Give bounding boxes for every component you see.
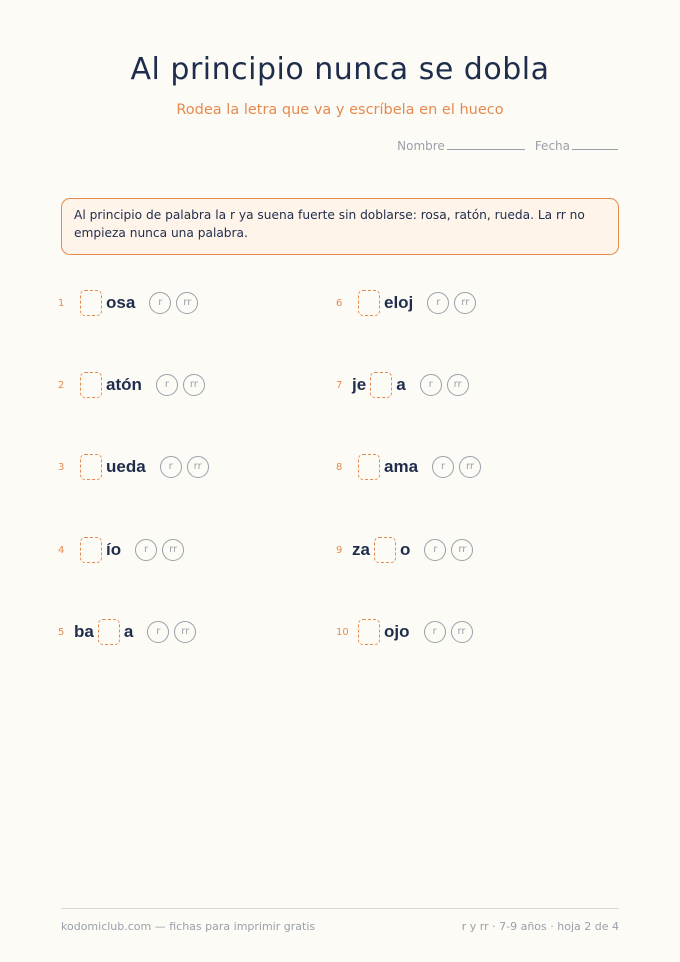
letter-gap[interactable] [80,537,102,563]
exercise-4 [58,537,184,563]
exercise-number: 3 [58,461,65,473]
option-r[interactable]: r [135,539,157,561]
option-r[interactable]: r [147,621,169,643]
option-rr[interactable]: rr [447,374,469,396]
option-rr[interactable]: rr [459,456,481,478]
option-r[interactable]: r [432,456,454,478]
page-title: Al principio nunca se dobla [130,52,550,87]
option-r[interactable]: r [424,539,446,561]
date-blank[interactable] [572,138,618,150]
option-rr[interactable]: rr [451,539,473,561]
exercise-word [352,372,406,398]
option-rr[interactable]: rr [162,539,184,561]
exercise-1 [58,290,198,316]
options [147,621,196,643]
footer-sheet-info: r y rr · 7-9 años · hoja 2 de 4 [461,920,619,933]
options [156,374,205,396]
exercise-word [352,290,413,316]
exercise-6 [336,290,476,316]
exercise-word [352,619,410,645]
exercise-2 [58,372,205,398]
exercise-word [74,454,146,480]
option-rr[interactable]: rr [187,456,209,478]
page-subtitle: Rodea la letra que va y escríbela en el hueco [176,102,504,118]
exercise-word [74,619,133,645]
exercise-5 [58,619,196,645]
word-suffix: atón [106,375,142,394]
word-prefix: ba [74,622,94,641]
exercise-word [74,290,135,316]
exercise-number: 1 [58,297,65,309]
exercise-number: 8 [336,461,343,473]
options [424,621,473,643]
options [420,374,469,396]
option-rr[interactable]: rr [454,292,476,314]
option-r[interactable]: r [149,292,171,314]
option-r[interactable]: r [156,374,178,396]
options [149,292,198,314]
option-r[interactable]: r [420,374,442,396]
word-suffix: o [399,540,411,559]
options [424,539,473,561]
options [432,456,481,478]
rule-box [61,198,619,255]
exercise-word [352,537,410,563]
option-rr[interactable]: rr [451,621,473,643]
exercise-number: 7 [336,379,343,391]
word-suffix: osa [106,293,136,312]
letter-gap[interactable] [358,454,380,480]
options [135,539,184,561]
name-label: Nombre [397,139,445,153]
option-r[interactable]: r [424,621,446,643]
exercise-number: 9 [336,544,343,556]
options [427,292,476,314]
exercise-word [352,454,418,480]
letter-gap[interactable] [358,290,380,316]
exercise-8 [336,454,481,480]
word-prefix: je [352,375,367,394]
exercise-7 [336,372,469,398]
exercise-number: 6 [336,297,343,309]
word-prefix: za [352,540,370,559]
option-r[interactable]: r [427,292,449,314]
option-rr[interactable]: rr [183,374,205,396]
option-rr[interactable]: rr [174,621,196,643]
letter-gap[interactable] [370,372,392,398]
letter-gap[interactable] [80,454,102,480]
word-suffix: ama [384,457,419,476]
letter-gap[interactable] [80,290,102,316]
exercise-number: 5 [58,626,65,638]
exercise-number: 10 [336,626,349,638]
word-suffix: eloj [384,293,414,312]
exercise-3 [58,454,209,480]
rule-text: Al principio de palabra la r ya suena fuerte sin doblarse: rosa, ratón, rueda. La rr no empieza nunca una palabra. [74,208,585,240]
word-suffix: ío [106,540,122,559]
name-blank[interactable] [447,138,525,150]
date-label: Fecha [534,139,570,153]
date-field[interactable] [535,138,618,153]
word-suffix: ueda [106,457,146,476]
footer-site: kodomiclub.com — fichas para imprimir gratis [61,920,316,933]
options [160,456,209,478]
option-rr[interactable]: rr [176,292,198,314]
word-suffix: a [123,622,134,641]
letter-gap[interactable] [98,619,120,645]
exercise-number: 4 [58,544,65,556]
student-meta [397,138,618,153]
exercise-word [74,537,121,563]
letter-gap[interactable] [358,619,380,645]
word-suffix: ojo [384,622,410,641]
footer-divider [61,908,619,909]
exercise-9 [336,537,473,563]
name-field[interactable] [397,138,525,153]
exercise-10 [336,619,473,645]
letter-gap[interactable] [374,537,396,563]
word-suffix: a [396,375,406,394]
option-r[interactable]: r [160,456,182,478]
exercise-number: 2 [58,379,65,391]
exercise-word [74,372,142,398]
letter-gap[interactable] [80,372,102,398]
